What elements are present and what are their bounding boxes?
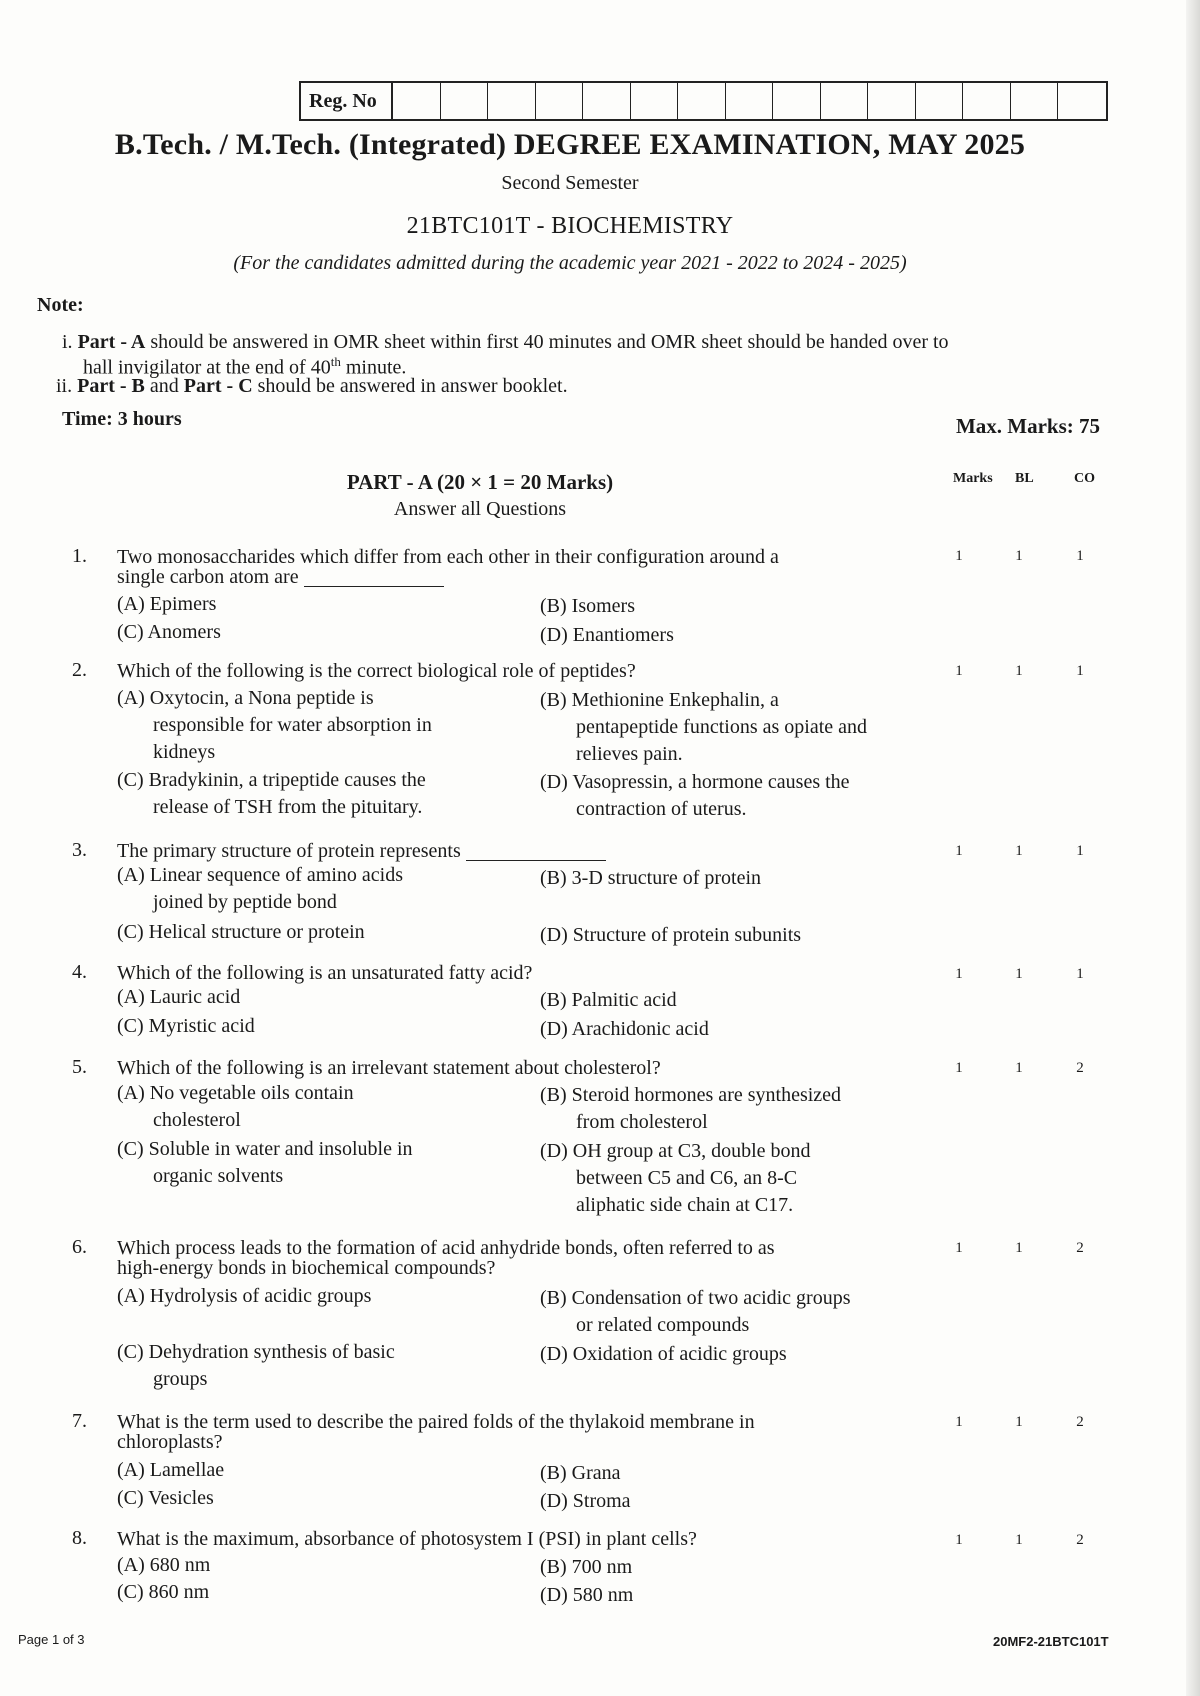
note-label: Note:	[37, 294, 84, 316]
max-marks: Max. Marks: 75	[955, 414, 1100, 438]
reg-cell[interactable]	[583, 83, 631, 119]
reg-cell[interactable]	[536, 83, 584, 119]
reg-cell[interactable]	[773, 83, 821, 119]
option-d: (D) Stroma	[540, 1490, 631, 1512]
co-value: 2	[1076, 1532, 1084, 1548]
question-number: 2.	[72, 659, 87, 681]
marks-value: 1	[955, 1060, 963, 1076]
col-header-bl: BL	[1015, 471, 1034, 486]
option-d: (D) Oxidation of acidic groups	[540, 1343, 787, 1365]
reg-cell[interactable]	[678, 83, 726, 119]
option-c: (C) Bradykinin, a tripeptide causes the release of TSH from the pituitary.	[117, 769, 426, 818]
page-edge-shadow	[1186, 0, 1200, 1696]
marks-value: 1	[955, 1414, 963, 1430]
question-number: 5.	[72, 1056, 87, 1078]
option-c: (C) Soluble in water and insoluble in organic solvents	[117, 1138, 413, 1187]
option-b: (B) Palmitic acid	[540, 989, 677, 1011]
paper-code: 20MF2-21BTC101T	[993, 1634, 1109, 1649]
page-number: Page 1 of 3	[18, 1632, 85, 1647]
part-a-title: PART - A (20 × 1 = 20 Marks)	[346, 470, 614, 494]
option-a: (A) 680 nm	[117, 1554, 211, 1576]
co-value: 1	[1076, 966, 1084, 982]
reg-cell[interactable]	[726, 83, 774, 119]
bl-value: 1	[1015, 843, 1023, 859]
option-a: (A) Hydrolysis of acidic groups	[117, 1285, 372, 1307]
part-a-instruction: Answer all Questions	[393, 498, 567, 520]
option-b: (B) 3-D structure of protein	[540, 867, 762, 889]
option-a: (A) Oxytocin, a Nona peptide is responsible for water absorption in kidneys	[117, 687, 432, 763]
option-d: (D) Vasopressin, a hormone causes the contraction of uterus.	[540, 771, 850, 820]
option-d: (D) OH group at C3, double bond between C5 and C6, an 8-C aliphatic side chain at C17.	[540, 1140, 811, 1216]
bl-value: 1	[1015, 1060, 1023, 1076]
note-line-1-cont: hall invigilator at the end of 40th minute.	[83, 354, 407, 379]
bl-value: 1	[1015, 1240, 1023, 1256]
question-text: Which of the following is an irrelevant statement about cholesterol?	[117, 1057, 661, 1079]
option-c: (C) Vesicles	[117, 1487, 214, 1509]
option-b: (B) Grana	[540, 1462, 621, 1484]
reg-number-label: Reg. No	[301, 83, 393, 119]
marks-value: 1	[955, 1532, 963, 1548]
co-value: 1	[1076, 548, 1084, 564]
reg-cell[interactable]	[868, 83, 916, 119]
question-text: The primary structure of protein represents	[117, 841, 922, 861]
note-line-1: i. Part - A should be answered in OMR sheet within first 40 minutes and OMR sheet should be handed over to	[62, 331, 949, 353]
co-value: 2	[1076, 1060, 1084, 1076]
option-c: (C) Myristic acid	[117, 1015, 255, 1037]
option-d: (D) Enantiomers	[540, 624, 674, 646]
question-number: 7.	[72, 1410, 87, 1432]
option-b: (B) Condensation of two acidic groups or related compounds	[540, 1287, 851, 1336]
reg-cell[interactable]	[393, 83, 441, 119]
marks-value: 1	[955, 548, 963, 564]
semester: Second Semester	[501, 172, 639, 194]
question-text: Which of the following is the correct biological role of peptides?	[117, 660, 636, 682]
bl-value: 1	[1015, 1414, 1023, 1430]
question-number: 8.	[72, 1527, 87, 1549]
marks-value: 1	[955, 663, 963, 679]
reg-cell[interactable]	[916, 83, 964, 119]
question-text: What is the maximum, absorbance of photosystem I (PSI) in plant cells?	[117, 1528, 697, 1550]
bl-value: 1	[1015, 1532, 1023, 1548]
admission-note: (For the candidates admitted during the academic year 2021 - 2022 to 2024 - 2025)	[233, 252, 907, 274]
option-a: (A) Epimers	[117, 593, 217, 615]
course-code: 21BTC101T - BIOCHEMISTRY	[406, 213, 734, 239]
question-text: Which process leads to the formation of acid anhydride bonds, often referred to as high-energy bonds in biochemical compounds?	[117, 1237, 775, 1279]
answer-blank	[304, 568, 444, 587]
time-limit: Time: 3 hours	[62, 408, 182, 430]
option-c: (C) 860 nm	[117, 1581, 210, 1603]
bl-value: 1	[1015, 663, 1023, 679]
bl-value: 1	[1015, 966, 1023, 982]
option-a: (A) Lamellae	[117, 1459, 225, 1481]
bl-value: 1	[1015, 548, 1023, 564]
option-b: (B) Methionine Enkephalin, a pentapeptide functions as opiate and relieves pain.	[540, 689, 868, 765]
reg-cell[interactable]	[1058, 83, 1106, 119]
marks-value: 1	[955, 1240, 963, 1256]
co-value: 2	[1076, 1414, 1084, 1430]
option-c: (C) Helical structure or protein	[117, 921, 365, 943]
reg-cell[interactable]	[963, 83, 1011, 119]
option-b: (B) Steroid hormones are synthesized from cholesterol	[540, 1084, 842, 1133]
question-number: 3.	[72, 839, 87, 861]
option-c: (C) Anomers	[117, 621, 221, 643]
option-b: (B) Isomers	[540, 595, 635, 617]
question-text: What is the term used to describe the paired folds of the thylakoid membrane in chloroplasts?	[117, 1411, 755, 1453]
co-value: 1	[1076, 843, 1084, 859]
question-number: 6.	[72, 1236, 87, 1258]
col-header-co: CO	[1074, 471, 1095, 486]
reg-cell[interactable]	[1011, 83, 1059, 119]
co-value: 2	[1076, 1240, 1084, 1256]
option-d: (D) Structure of protein subunits	[540, 924, 802, 946]
exam-title: B.Tech. / M.Tech. (Integrated) DEGREE EXAMINATION, MAY 2025	[114, 128, 1026, 161]
option-d: (D) 580 nm	[540, 1584, 634, 1606]
question-number: 1.	[72, 545, 87, 567]
option-c: (C) Dehydration synthesis of basic groups	[117, 1341, 395, 1390]
option-a: (A) Lauric acid	[117, 986, 241, 1008]
note-line-2: ii. Part - B and Part - C should be answered in answer booklet.	[56, 375, 568, 397]
answer-blank	[466, 842, 606, 861]
question-number: 4.	[72, 961, 87, 983]
marks-value: 1	[955, 966, 963, 982]
question-text: Two monosaccharides which differ from each other in their configuration around a single carbon atom are	[117, 546, 779, 588]
co-value: 1	[1076, 663, 1084, 679]
option-a: (A) No vegetable oils contain cholesterol	[117, 1082, 354, 1131]
reg-cell[interactable]	[488, 83, 536, 119]
option-a: (A) Linear sequence of amino acids joined by peptide bond	[117, 864, 403, 913]
option-b: (B) 700 nm	[540, 1556, 633, 1578]
col-header-marks: Marks	[953, 471, 993, 486]
reg-cell[interactable]	[821, 83, 869, 119]
marks-value: 1	[955, 843, 963, 859]
reg-cell[interactable]	[441, 83, 489, 119]
reg-number-box	[299, 81, 1108, 121]
question-text: Which of the following is an unsaturated fatty acid?	[117, 962, 533, 984]
reg-cell[interactable]	[631, 83, 679, 119]
option-d: (D) Arachidonic acid	[540, 1018, 709, 1040]
